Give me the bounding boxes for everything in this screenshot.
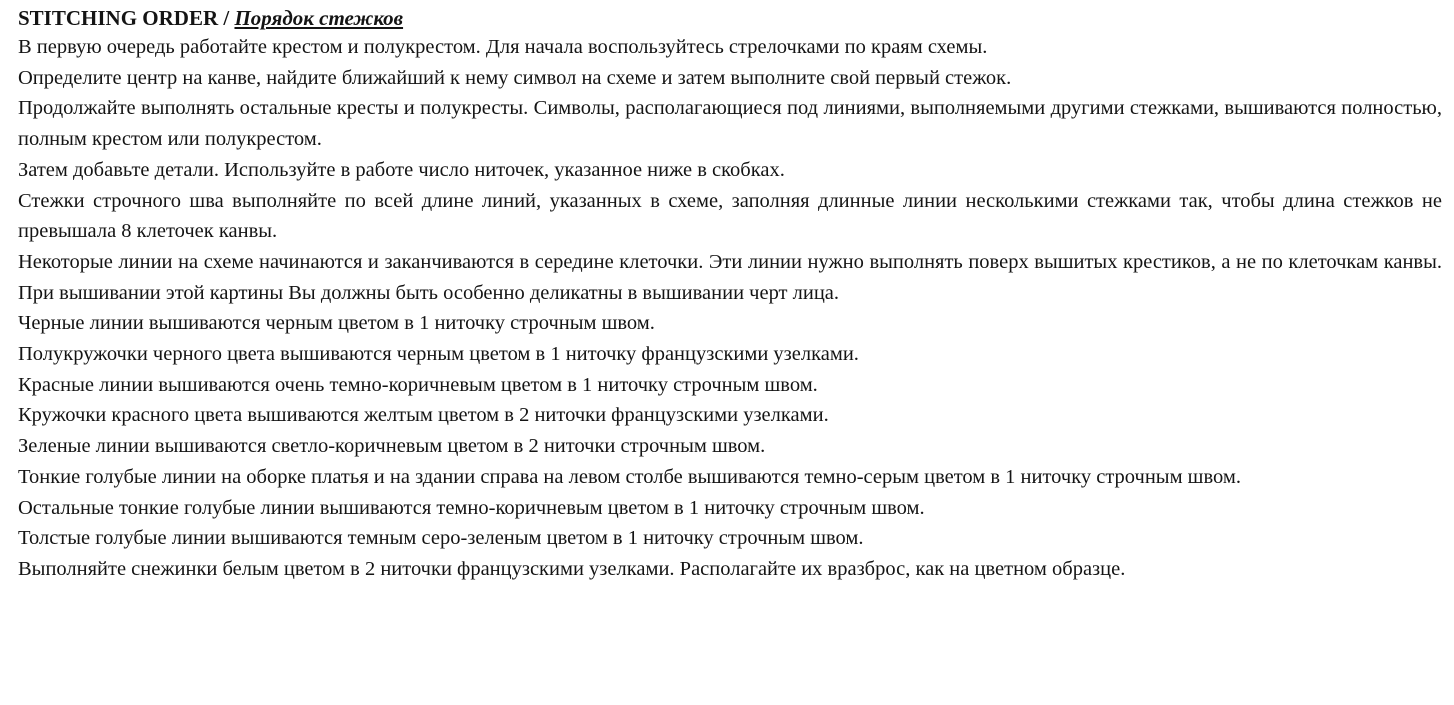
- paragraph-1: В первую очередь работайте крестом и полукрестом. Для начала воспользуйтесь стрелочками по краям схемы.: [18, 36, 988, 58]
- document-heading: [18, 5, 1442, 32]
- paragraph-6: Некоторые линии на схеме начинаются и заканчиваются в середине клеточки. Эти линии нужно выполнять поверх вышитых крестиков, а не по клеточкам канвы. При вышивании этой картины Вы должны быть особенно деликатны в вышивании черт лица.: [18, 250, 1442, 304]
- paragraph-5: Стежки строчного шва выполняйте по всей длине линий, указанных в схеме, заполняя длинные линии несколькими стежками так, чтобы длина стежков не превышала 8 клеточек канвы.: [18, 189, 1442, 243]
- heading-english: STITCHING ORDER /: [18, 6, 230, 30]
- paragraph-8: Полукружочки черного цвета вышиваются черным цветом в 1 ниточку французскими узелками.: [18, 343, 859, 366]
- paragraph-15: Выполняйте снежинки белым цветом в 2 ниточки французскими узелками. Располагайте их вразброс, как на цветном образце.: [18, 557, 1126, 580]
- heading-russian: Порядок стежков: [234, 6, 404, 30]
- paragraph-14: Толстые голубые линии вышиваются темным серо-зеленым цветом в 1 ниточку строчным швом.: [18, 527, 864, 550]
- paragraph-7: Черные линии вышиваются черным цветом в 1 ниточку строчным швом.: [18, 312, 655, 335]
- paragraph-11: Зеленые линии вышиваются светло-коричневым цветом в 2 ниточки строчным швом.: [18, 435, 766, 458]
- paragraph-13: Остальные тонкие голубые линии вышиваются темно-коричневым цветом в 1 ниточку строчным швом.: [18, 496, 925, 519]
- paragraph-9: Красные линии вышиваются очень темно-коричневым цветом в 1 ниточку строчным швом.: [18, 373, 818, 396]
- paragraph-4: Затем добавьте детали. Используйте в работе число ниточек, указанное ниже в скобках.: [18, 158, 785, 181]
- paragraph-3: Продолжайте выполнять остальные кресты и полукресты. Символы, располагающиеся под линиями, выполняемыми другими стежками, вышиваются полностью, полным крестом или полукрестом.: [18, 97, 1442, 151]
- paragraph-2: Определите центр на канве, найдите ближайший к нему символ на схеме и затем выполните свой первый стежок.: [18, 66, 1012, 89]
- paragraph-10: Кружочки красного цвета вышиваются желтым цветом в 2 ниточки французскими узелками.: [18, 404, 829, 427]
- paragraph-12: Тонкие голубые линии на оборке платья и на здании справа на левом столбе вышиваются темно-серым цветом в 1 ниточку строчным швом.: [18, 465, 1241, 488]
